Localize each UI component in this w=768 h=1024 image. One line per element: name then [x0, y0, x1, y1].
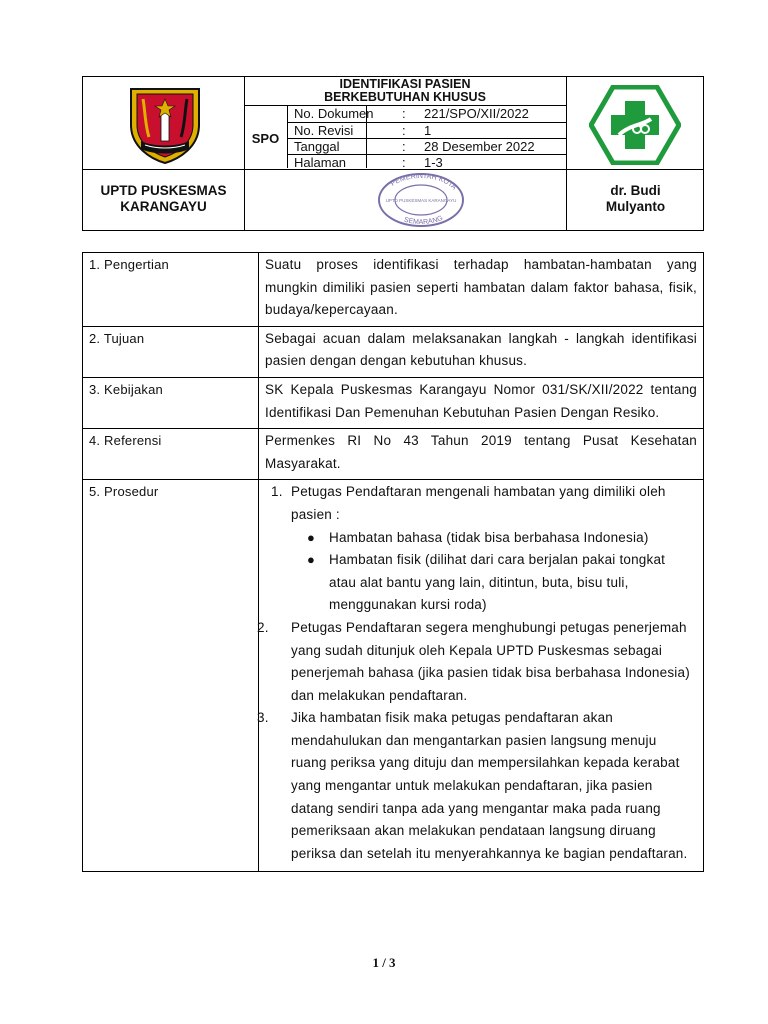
doc-title: IDENTIFIKASI PASIEN BERKEBUTUHAN KHUSUS [324, 77, 486, 104]
date-value: 28 Desember 2022 [424, 139, 535, 154]
official-stamp [376, 172, 466, 228]
list-item: ● Hambatan bahasa (tidak bisa berbahasa Indonesia) [307, 529, 649, 545]
table-row [83, 480, 704, 872]
puskesmas-logo [589, 85, 681, 165]
document-header: IDENTIFIKASI PASIEN BERKEBUTUHAN KHUSUS SPO No. Dokumen : 221/SPO/XII/2022 No. Revisi : 1 Tanggal : 28 Desember 2022 Halaman : 1-3 UPTD PUSKESMAS KARANGAYU PEMERINTAH KOTA SEMARANG UPTD PUSKESMAS KARANGAYU dr. Budi Mulyanto [82, 76, 704, 231]
section-label: 5. Prosedur [83, 480, 259, 872]
svg-text:UPTD PUSKESMAS KARANGAYU: UPTD PUSKESMAS KARANGAYU [385, 198, 457, 203]
organization-name: UPTD PUSKESMAS KARANGAYU [100, 183, 227, 214]
table-row [83, 253, 704, 327]
section-content: Sebagai acuan dalam melaksanakan langkah - langkah identifikasi pasien dengan dengan kebutuhan khusus. [259, 326, 704, 377]
section-content: Suatu proses identifikasi terhadap hambatan-hambatan yang mungkin dimiliki pasien seperti hambatan dalam faktor bahasa, fisik, budaya/kepercayaan. [259, 253, 704, 327]
spo-label: SPO [251, 131, 280, 146]
procedure-step: 2. Petugas Pendaftaran segera menghubungi petugas penerjemah yang sudah ditunjuk oleh Kepala UPTD Puskesmas sebagai penerjemah bahasa (jika pasien tidak bisa berbahasa Indonesia) dan melakukan pendaftaran. [257, 619, 690, 703]
table-row [83, 326, 704, 377]
section-content: Permenkes RI No 43 Tahun 2019 tentang Pusat Kesehatan Masyarakat. [259, 429, 704, 480]
signer-name: dr. Budi Mulyanto [605, 183, 666, 214]
procedure-step: 1. Petugas Pendaftaran mengenali hambatan yang dimiliki oleh pasien : [271, 484, 666, 522]
svg-text:SEMARANG: SEMARANG [403, 214, 444, 227]
section-label: 3. Kebijakan [83, 377, 259, 428]
date-label: Tanggal [294, 139, 340, 154]
revision-label: No. Revisi [294, 123, 354, 138]
section-label: 1. Pengertian [83, 253, 259, 327]
section-content: SK Kepala Puskesmas Karangayu Nomor 031/SK/XII/2022 tentang Identifikasi Dan Pemenuhan Kebutuhan Pasien Dengan Resiko. [259, 377, 704, 428]
table-row [83, 429, 704, 480]
city-crest-logo [127, 85, 203, 165]
procedure-step: 3. Jika hambatan fisik maka petugas pendaftaran akan mendahulukan dan mengantarkan pasien langsung menuju ruang periksa yang dituju dan mempersilahkan kepada kerabat yang mengantar untuk melakukan pendaftaran, jika pasien datang sendiri tanpa ada yang mengantar maka pada ruang pemeriksaan akan melakukan pendataan langsung diruang periksa dan setelah itu menyerahkannya ke bagian pendaftaran. [257, 710, 688, 861]
procedure-table [82, 252, 704, 872]
page-number: 1 / 3 [372, 955, 396, 970]
section-label: 2. Tujuan [83, 326, 259, 377]
doc-number-label: No. Dokumen [294, 106, 374, 121]
procedure-content [259, 480, 704, 872]
section-label: 4. Referensi [83, 429, 259, 480]
doc-number-value: 221/SPO/XII/2022 [424, 106, 529, 121]
list-item: ● Hambatan fisik (dilihat dari cara berjalan pakai tongkat atau alat bantu yang lain, ditintun, buta, bisu tuli, menggunakan kursi roda) [307, 552, 666, 613]
revision-value: 1 [424, 123, 432, 138]
page-label: Halaman [294, 155, 347, 170]
page-value: 1-3 [424, 155, 443, 170]
svg-text:PEMERINTAH KOTA: PEMERINTAH KOTA [389, 172, 458, 192]
table-row [83, 377, 704, 428]
